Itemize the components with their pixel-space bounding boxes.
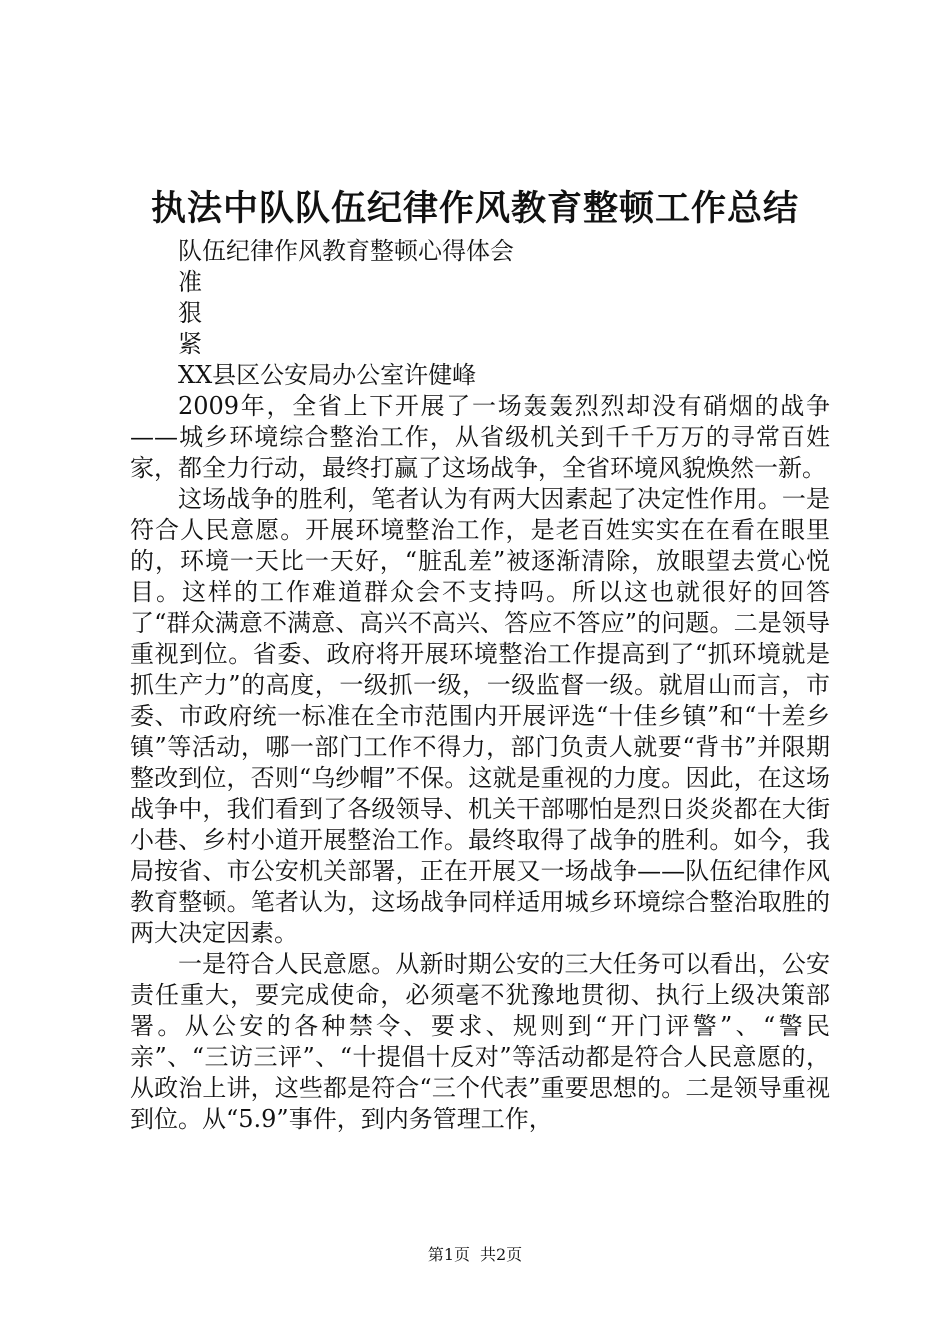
keyword-line: 紧 <box>178 330 202 358</box>
page-total: 共2页 <box>480 1245 523 1264</box>
keyword-line: 狠 <box>178 299 202 327</box>
page-footer <box>0 1243 950 1267</box>
subtitle: 队伍纪律作风教育整顿心得体会 <box>178 237 514 265</box>
paragraph: 一是符合人民意愿。从新时期公安的三大任务可以看出，公安责任重大，要完成使命，必须毫不犹豫地贯彻、执行上级决策部署。从公安的各种禁令、要求、规则到“开门评警”、“警民亲”、“三访三评”、“十提倡十反对”等活动都是符合人民意愿的，从政治上讲，这些都是符合“三个代表”重要思想的。二是领导重视到位。从“5.9”事件，到内务管理工作， <box>130 950 830 1133</box>
page-number: 第1页 <box>427 1245 470 1264</box>
keyword-line: 准 <box>178 268 202 296</box>
document-body <box>130 236 830 1135</box>
author-line: XX县区公安局办公室许健峰 <box>178 361 477 389</box>
document-title: 执法中队队伍纪律作风教育整顿工作总结 <box>150 188 799 229</box>
paragraph: 2009年，全省上下开展了一场轰轰烈烈却没有硝烟的战争——城乡环境综合整治工作，从省级机关到千千万万的寻常百姓家，都全力行动，最终打赢了这场战争，全省环境风貌焕然一新。 <box>130 392 830 482</box>
paragraph: 这场战争的胜利，笔者认为有两大因素起了决定性作用。一是符合人民意愿。开展环境整治工作，是老百姓实实在在看在眼里的，环境一天比一天好，“脏乱差”被逐渐清除，放眼望去赏心悦目。这样的工作难道群众会不支持吗。所以这也就很好的回答了“群众满意不满意、高兴不高兴、答应不答应”的问题。二是领导重视到位。省委、政府将开展环境整治工作提高到了“抓环境就是抓生产力”的高度，一级抓一级，一级监督一级。就眉山而言，市委、市政府统一标准在全市范围内开展评选“十佳乡镇”和“十差乡镇”等活动，哪一部门工作不得力，部门负责人就要“背书”并限期整改到位，否则“乌纱帽”不保。这就是重视的力度。因此，在这场战争中，我们看到了各级领导、机关干部哪怕是烈日炎炎都在大街小巷、乡村小道开展整治工作。最终取得了战争的胜利。如今，我局按省、市公安机关部署，正在开展又一场战争——队伍纪律作风教育整顿。笔者认为，这场战争同样适用城乡环境综合整治取胜的两大决定因素。 <box>130 485 830 947</box>
